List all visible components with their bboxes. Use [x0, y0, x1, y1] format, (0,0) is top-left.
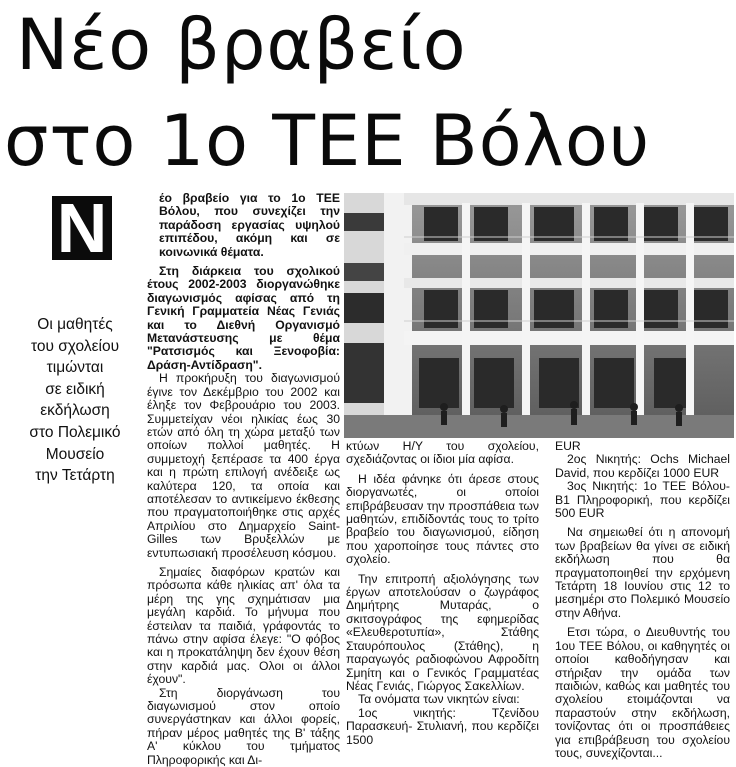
subheading-line: του σχολείου [30, 337, 120, 355]
body-paragraph: EUR [555, 439, 581, 453]
headline-line-1: Νέο βραβείο [16, 4, 467, 86]
subheading [0, 314, 150, 487]
body-paragraph: Σημαίες διαφόρων κρατών και πρόσωπα κάθε ηλικίας απ' όλα τα μέρη της γης σχημάτισαν μια μεγάλη καρδιά. Το μήνυμα που έστειλαν τα παιδιά, γράφοντάς το πάνω στην αφίσα έλεγε: "Ο φόβος και η προκατάληψη δεν έχουν θέση στην καρδιά μας. Ολοι οι άλλοι έχουν". [147, 564, 340, 687]
subheading-line: Μουσείο [45, 445, 105, 463]
body-paragraph: Την επιτροπή αξιολόγησης των έργων αποτελούσαν ο ζωγράφος Δημήτρης Μυταράς, ο σκιτσογράφος της εφημερίδας «Ελευθεροτυπία», Στάθης Σταυρόπουλος (Στάθης), η παραγωγός ραδιοφώνου Αφροδίτη Σμηίτη και ο Γενικός Γραμματέας Νέας Γενιάς, Γιώργος Σακελλίων. [346, 571, 539, 693]
winner-2: 2ος Νικητής: Ochs Michael David, που κερδίζει 1000 EUR [555, 452, 730, 480]
subheading-line: στο Πολεμικό [29, 423, 121, 441]
headline-line-2: στο 1ο ΤΕΕ Βόλου [4, 100, 651, 182]
subheading-line: τιμώνται [46, 359, 104, 377]
article-column-2 [346, 440, 539, 747]
drop-cap: Ν [52, 196, 112, 260]
body-paragraph: 1ος νικητής: Τζενίδου Παρασκευή- Στυλιανή, που κερδίζει 1500 [346, 705, 539, 747]
body-paragraph: Η ιδέα φάνηκε ότι άρεσε στους διοργανωτές, οι οποίοι επιβράβευσαν την προσπάθεια των μαθητών, επιδίδοντάς τους το τρίτο βραβείο του διαγωνισμού, είδηση που χαροποίησε τους πάντες στο σχολείο. [346, 471, 539, 567]
subheading-line: εκδήλωση [40, 402, 110, 420]
lead-paragraph: έο βραβείο για το 1ο ΤΕΕ Βόλου, που συνεχίζει την παράδοση εργασίας υψηλού επιπέδου, ακόμη και σε κοινωνικά θέματα. [159, 191, 340, 259]
article-column-1 [147, 192, 340, 767]
body-paragraph: Ετσι τώρα, ο Διευθυντής του 1ου ΤΕΕ Βόλου, οι καθηγητές οι οποίοι καθοδήγησαν και στήριξαν την ομάδα των παιδιών, καθώς και μαθητές του σχολείου ετοιμάζονται να παραστούν στην εκδήλωση, τονίζοντας ότι οι προσπάθειες για επιβράβευση του σχολείου τους, συνεχίζονται... [555, 625, 730, 760]
body-paragraph: Τα ονόματα των νικητών είναι: [358, 692, 520, 707]
body-paragraph: Να σημειωθεί ότι η απονομή των βραβείων θα γίνει σε ειδική εκδήλωση που θα πραγματοποιηθεί την ερχόμενη Τετάρτη 18 Ιουνίου στις 12 το μεσημέρι στο Πολεμικό Μουσείο στην Αθήνα. [555, 525, 730, 620]
subheading-line: σε ειδική [45, 380, 105, 398]
subheading-line: την Τετάρτη [35, 467, 115, 485]
lead-paragraph-2: Στη διάρκεια του σχολικού έτους 2002-2003 διοργανώθηκε διαγωνισμός αφίσας από τη Γενική Γραμματεία Νέας Γενιάς και το Διεθνή Οργανισμό Μετανάστευσης με θέμα "Ρατσισμός και Ξενοφοβία: Δράση-Αντίδραση". [147, 264, 340, 372]
body-paragraph: κτύων Η/Υ του σχολείου, σχεδιάζοντας οι ίδιοι μία αφίσα. [346, 439, 539, 467]
winner-3: 3ος Νικητής: 1ο ΤΕΕ Βόλου- Β1 Πληροφορική, που κερδίζει 500 EUR [555, 479, 730, 521]
body-paragraph: Στη διοργάνωση του διαγωνισμού στον οποίο συνεργάστηκαν και άλλοι φορείς, πήραν μέρος μαθητές της Β' τάξης Α' κύκλου του τμήματος Πληροφορικής και Δι- [147, 685, 340, 767]
body-paragraph: Η προκήρυξη του διαγωνισμού έγινε τον Δεκέμβριο του 2002 και έληξε τον Φεβρουάριο του 2003. Συμμετείχαν νέοι ηλικίας έως 30 ετών από όλη τη χώρα μεταξύ των οποίων πολλοί μαθητές. Η συμμετοχή ξεπέρασε τα 400 έργα και η πρώτη επιλογή ανέδειξε ως καλύτερα 120, τα οποία και αποτέλεσαν το αντικείμενο έκθεσης που πραγματοποιήθηκε στις αρχές Απριλίου στο Δημαρχείο Saint-Gilles των Βρυξελλών με εντυπωσιακή προσέλευση κόσμου. [147, 371, 340, 560]
subheading-line: Οι μαθητές [37, 316, 113, 333]
school-building-photo [344, 193, 734, 438]
article-column-3 [555, 440, 730, 760]
